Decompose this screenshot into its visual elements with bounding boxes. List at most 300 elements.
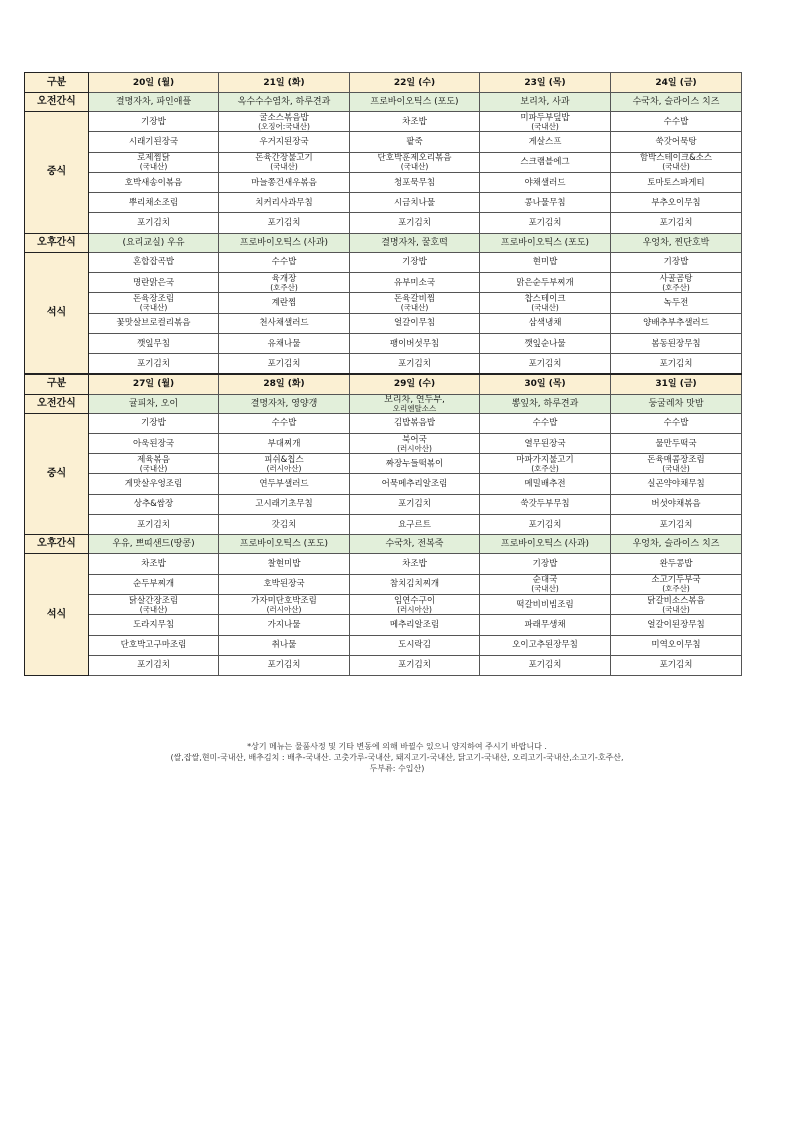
dinner-cell-origin: (러시아산) [266,604,302,614]
dinner-cell [89,313,219,333]
afternoon-snack-cell: (요리교실) 우유 [89,233,219,252]
lunch-cell-name: 함박스테이크&소스 [639,153,713,164]
dinner-label: 석식 [25,252,89,374]
dinner-cell-name: 단호박고구마조림 [120,640,187,651]
dinner-cell-name: 돈육갈비찜 [393,294,436,305]
morning-snack-cell [611,394,742,413]
dinner-cell-origin: (국내산) [662,604,690,614]
dinner-cell-name: 깻잎무침 [137,338,170,349]
lunch-cell-name: 아욱된장국 [132,438,175,449]
dinner-cell [350,594,480,614]
header-label: 구분 [25,73,89,93]
lunch-cell [611,515,742,535]
day-header: 31일 (금) [611,374,742,394]
dinner-cell-name: 떡갈비비빔조림 [516,599,574,610]
lunch-cell [480,213,611,233]
afternoon-snack-cell: 수국차, 전복죽 [350,535,480,554]
lunch-cell-name: 게살스프 [528,136,562,147]
dinner-cell-name: 호박된장국 [263,579,305,590]
header-label: 구분 [25,374,89,394]
dinner-cell [611,554,742,574]
lunch-cell [219,213,350,233]
lunch-cell-name: 포기김치 [137,218,170,229]
dinner-cell [350,293,480,313]
morning-snack-cell [350,394,480,413]
day-header: 29일 (수) [350,374,480,394]
afternoon-snack-cell: 프로바이오틱스 (사과) [219,233,350,252]
lunch-cell [89,433,219,453]
lunch-cell [219,433,350,453]
dinner-cell-name: 얼갈이무침 [393,318,436,329]
lunch-cell [219,152,350,172]
dinner-cell [611,655,742,675]
dinner-label: 석식 [25,554,89,676]
lunch-cell [89,132,219,152]
lunch-cell-name: 치커리사과무침 [255,197,313,208]
lunch-cell-name: 상추&쌈장 [133,499,174,510]
dinner-cell-name: 포기김치 [137,660,170,671]
dinner-cell [480,574,611,594]
dinner-cell [89,354,219,374]
dinner-cell [219,273,350,293]
lunch-cell [611,193,742,213]
lunch-cell [219,172,350,192]
dinner-cell [350,655,480,675]
dinner-cell-name: 오이고추된장무침 [512,640,578,651]
lunch-cell [350,132,480,152]
lunch-cell [350,213,480,233]
dinner-cell-name: 소고기두부국 [651,575,701,586]
lunch-cell [89,474,219,494]
morning-snack-cell-name: 귤피차, 오이 [128,398,179,409]
dinner-cell-name: 유채나물 [267,338,301,349]
dinner-cell-name: 양배추부추샐러드 [643,318,709,329]
dinner-cell [350,615,480,635]
dinner-cell-origin: (국내산) [400,303,429,313]
lunch-cell-name: 수수밥 [532,418,558,429]
dinner-cell-name: 포기김치 [398,660,431,671]
lunch-cell-name: 게맛살우엉조림 [124,479,183,490]
lunch-cell [350,112,480,132]
lunch-cell-name: 기장밥 [141,418,166,429]
lunch-cell-name: 마파가지불고기 [516,454,574,465]
dinner-cell [480,635,611,655]
dinner-cell [611,313,742,333]
lunch-cell-name: 메밀배추전 [524,479,566,490]
dinner-cell [611,615,742,635]
dinner-cell [350,354,480,374]
lunch-cell [350,515,480,535]
lunch-cell-name: 기장밥 [141,116,166,127]
lunch-cell [611,413,742,433]
afternoon-snack-label: 오후간식 [25,535,89,554]
dinner-cell-name: 현미밥 [532,257,558,268]
dinner-cell-origin: (국내산) [531,584,559,594]
lunch-cell [480,474,611,494]
lunch-cell [611,213,742,233]
morning-snack-label: 오전간식 [25,394,89,413]
lunch-cell [350,172,480,192]
lunch-cell-origin: (국내산) [139,463,168,473]
lunch-label: 중식 [25,112,89,234]
dinner-cell-name: 차조밥 [402,558,427,569]
lunch-cell-name: 쑥갓두부무침 [520,499,570,510]
lunch-cell-origin: (국내산) [400,162,429,172]
lunch-cell [89,213,219,233]
lunch-cell-origin: (국내산) [270,162,298,172]
lunch-cell-name: 실곤약야채무침 [647,479,705,490]
lunch-cell-name: 미파두부덮밥 [520,112,570,123]
dinner-cell-name: 파래무생채 [524,619,566,630]
afternoon-snack-cell: 우엉차, 찐단호박 [611,233,742,252]
lunch-cell [611,152,742,172]
dinner-cell [89,554,219,574]
dinner-cell-name: 찰현미밥 [267,558,301,569]
lunch-cell-name: 굴소스볶음밥 [259,112,309,123]
lunch-cell-name: 마늘쫑건새우볶음 [251,177,317,188]
dinner-cell-name: 팽이버섯무침 [389,338,440,349]
lunch-cell [611,172,742,192]
day-header: 20일 (월) [89,73,219,93]
dinner-cell [480,273,611,293]
dinner-cell-name: 사골곰탕 [659,273,693,284]
dinner-cell-origin: (호주산) [270,282,298,292]
lunch-cell-name: 쑥갓어묵탕 [655,136,697,147]
lunch-cell-name: 호박새송이볶음 [124,177,183,188]
lunch-cell-name: 토마토스파게티 [647,177,705,188]
dinner-cell-name: 깻잎순나물 [524,338,566,349]
lunch-cell-name: 수수밥 [663,418,689,429]
morning-snack-cell-name: 보리차, 연두부, [384,394,445,405]
morning-snack-cell: 프로바이오틱스 (포도) [350,93,480,112]
day-header: 28일 (화) [219,374,350,394]
dinner-cell-name: 찹스테이크 [524,294,566,305]
day-header: 22일 (수) [350,73,480,93]
afternoon-snack-cell: 우유, 쁘띠샌드(땅콩) [89,535,219,554]
dinner-cell-origin: (호주산) [662,282,690,292]
dinner-cell [611,635,742,655]
dinner-cell [89,594,219,614]
dinner-cell [350,252,480,272]
dinner-cell [480,293,611,313]
dinner-cell-name: 돈육장조림 [132,294,175,305]
lunch-cell [89,152,219,172]
lunch-cell-name: 포기김치 [398,218,431,229]
lunch-cell [480,433,611,453]
dinner-cell [89,333,219,353]
dinner-cell-name: 명란맑은국 [132,277,175,288]
lunch-cell-name: 짜장누들떡볶이 [385,458,444,469]
dinner-cell-name: 포기김치 [528,660,562,671]
dinner-cell-name: 순두부찌개 [132,579,175,590]
lunch-cell-name: 부대찌개 [267,438,301,449]
lunch-cell-name: 스크램블에그 [520,157,570,168]
dinner-cell-name: 기장밥 [663,257,689,268]
lunch-cell [350,413,480,433]
lunch-label: 중식 [25,413,89,535]
lunch-cell [219,494,350,514]
lunch-cell [480,413,611,433]
dinner-cell-name: 닭살간장조림 [128,595,179,606]
lunch-cell-name: 포기김치 [137,519,170,530]
lunch-cell [219,515,350,535]
lunch-cell [219,112,350,132]
notice-text: *상기 메뉴는 물품사정 및 기타 변동에 의해 바뀔수 있으니 양지하여 주시기 바랍니다 . [247,742,547,751]
morning-snack-cell: 결명자차, 파인애플 [89,93,219,112]
lunch-cell-origin: (러시아산) [266,463,302,473]
afternoon-snack-cell: 결명자차, 꿀호떡 [350,233,480,252]
lunch-cell-name: 열무된장국 [524,438,566,449]
dinner-cell-name: 천사채샐러드 [259,318,309,329]
dinner-cell-name: 도시락김 [398,640,431,651]
lunch-cell-origin: (국내산) [662,463,690,473]
dinner-cell-name: 봄동된장무침 [651,338,701,349]
dinner-cell [480,252,611,272]
lunch-cell-name: 어묵메추리알조림 [381,479,448,490]
lunch-cell-origin: (국내산) [139,162,168,172]
lunch-cell-name: 뿌리채소조림 [128,197,179,208]
morning-snack-cell [219,394,350,413]
lunch-cell [350,193,480,213]
morning-snack-label: 오전간식 [25,93,89,112]
origin-text: (쌀,잡쌀,현미-국내산, 배추김치 : 배추-국내산. 고춧가루-국내산, 돼지고기-국내산, 닭고기-국내산, 오리고기-국내산,소고기-호주산, [170,753,624,762]
lunch-cell-name: 연두부샐러드 [259,479,309,490]
dinner-cell-name: 삼색냉채 [528,318,562,329]
lunch-cell-name: 수수밥 [663,116,689,127]
lunch-cell [89,193,219,213]
dinner-cell-name: 미역오이무침 [651,640,701,651]
day-header: 27일 (월) [89,374,219,394]
lunch-cell-name: 시래기된장국 [128,136,179,147]
lunch-cell-name: 버섯야채볶음 [651,499,701,510]
lunch-cell [480,152,611,172]
dinner-cell-origin: (러시아산) [397,604,432,614]
afternoon-snack-cell: 우엉차, 슬라이스 치즈 [611,535,742,554]
lunch-cell-name: 팥죽 [406,136,423,147]
lunch-cell-name: 돈육매콤장조림 [647,454,705,465]
morning-snack-cell [89,394,219,413]
lunch-cell [611,474,742,494]
day-header: 30일 (목) [480,374,611,394]
dinner-cell [350,574,480,594]
lunch-cell-name: 로제찜닭 [137,153,170,164]
lunch-cell-origin: (호주산) [531,463,559,473]
lunch-cell-name: 돈육간장불고기 [255,153,313,164]
lunch-cell [611,433,742,453]
dinner-cell-name: 도라지무침 [132,619,175,630]
day-header: 24일 (금) [611,73,742,93]
lunch-cell [480,193,611,213]
lunch-cell-name: 야채샐러드 [524,177,566,188]
dinner-cell [480,655,611,675]
dinner-cell [89,252,219,272]
lunch-cell [480,132,611,152]
dinner-cell-name: 포기김치 [267,358,301,369]
lunch-cell-name: 고시래기초무침 [255,499,313,510]
lunch-cell-name: 청포묵무침 [393,177,436,188]
lunch-cell [480,112,611,132]
afternoon-snack-cell: 프로바이오틱스 (사과) [480,535,611,554]
dinner-cell-origin: (국내산) [531,303,559,313]
dinner-cell [350,635,480,655]
lunch-cell-name: 요구르트 [398,519,431,530]
lunch-cell-name: 포기김치 [398,499,431,510]
dinner-cell-name: 수수밥 [271,257,297,268]
dinner-cell-name: 포기김치 [659,358,693,369]
dinner-cell-name: 포기김치 [267,660,301,671]
dinner-cell-origin: (국내산) [139,604,168,614]
morning-snack-cell-name: 뽕잎차, 하루견과 [511,398,579,409]
day-header: 21일 (화) [219,73,350,93]
lunch-cell [89,515,219,535]
dinner-cell-origin: (국내산) [139,303,168,313]
meal-plan-table [24,72,742,676]
dinner-cell [611,574,742,594]
origin-text-2: 두부류: 수입산) [369,764,425,773]
dinner-cell-name: 꽃맛살브로컬리볶음 [116,318,191,329]
dinner-cell-name: 메추리알조림 [389,619,440,630]
lunch-cell-name: 북어국 [402,434,427,445]
dinner-cell [219,594,350,614]
dinner-cell-name: 포기김치 [398,358,431,369]
afternoon-snack-cell: 프로바이오틱스 (포도) [219,535,350,554]
lunch-cell-name: 포기김치 [528,218,562,229]
dinner-cell-name: 완두콩밥 [659,558,693,569]
lunch-cell-name: 차조밥 [402,116,427,127]
dinner-cell [219,293,350,313]
dinner-cell [89,273,219,293]
dinner-cell-name: 차조밥 [141,558,166,569]
dinner-cell [89,615,219,635]
lunch-cell-origin: (국내산) [662,162,690,172]
dinner-cell-name: 가자미단호박조림 [251,595,317,606]
day-header: 23일 (목) [480,73,611,93]
dinner-cell [480,313,611,333]
dinner-cell [480,615,611,635]
lunch-cell [480,172,611,192]
dinner-cell [611,333,742,353]
lunch-cell-origin: (오징어:국내산) [258,121,310,131]
dinner-cell-name: 유부미소국 [393,277,436,288]
lunch-cell [480,494,611,514]
dinner-cell [350,273,480,293]
lunch-cell-name: 수수밥 [271,418,297,429]
lunch-cell-name: 물만두떡국 [655,438,697,449]
dinner-cell-name: 포기김치 [137,358,170,369]
dinner-cell-name: 기장밥 [532,558,558,569]
morning-snack-cell-name: 결명자차, 영양갱 [250,398,318,409]
dinner-cell-name: 취나물 [271,640,297,651]
afternoon-snack-cell: 프로바이오틱스 (포도) [480,233,611,252]
lunch-cell-name: 피쉬&칩스 [264,454,304,465]
lunch-cell-name: 갓김치 [271,519,297,530]
dinner-cell-name: 순대국 [532,575,558,586]
dinner-cell-name: 임연수구이 [393,595,436,606]
dinner-cell [219,252,350,272]
dinner-cell [480,554,611,574]
dinner-cell-name: 기장밥 [402,257,427,268]
lunch-cell-name: 콩나물무침 [524,197,566,208]
lunch-cell [89,112,219,132]
lunch-cell [89,494,219,514]
lunch-cell [611,132,742,152]
lunch-cell [350,152,480,172]
dinner-cell [89,293,219,313]
lunch-cell-name: 부추오이무침 [651,197,701,208]
dinner-cell [350,333,480,353]
lunch-cell-name: 포기김치 [528,519,562,530]
dinner-cell-name: 포기김치 [528,358,562,369]
lunch-cell-name: 우거지된장국 [259,136,309,147]
lunch-cell [219,132,350,152]
lunch-cell [89,413,219,433]
morning-snack-cell-origin: 오리엔탈소스 [392,403,437,413]
lunch-cell-name: 포기김치 [659,519,693,530]
dinner-cell [89,574,219,594]
dinner-cell [611,293,742,313]
lunch-cell-name: 시금치나물 [393,197,436,208]
lunch-cell-origin: (국내산) [531,121,559,131]
lunch-cell [480,515,611,535]
lunch-cell [219,474,350,494]
lunch-cell [219,454,350,474]
lunch-cell [89,172,219,192]
dinner-cell [89,635,219,655]
dinner-cell-name: 녹두전 [663,298,689,309]
dinner-cell-name: 가지나물 [267,619,301,630]
dinner-cell [611,273,742,293]
lunch-cell-name: 단호박훈제오리볶음 [377,153,452,164]
dinner-cell [611,354,742,374]
dinner-cell [611,252,742,272]
dinner-cell [611,594,742,614]
dinner-cell-name: 닭갈비소스볶음 [647,595,705,606]
dinner-cell [219,574,350,594]
dinner-cell [219,333,350,353]
afternoon-snack-label: 오후간식 [25,233,89,252]
dinner-cell [89,655,219,675]
dinner-cell-name: 얼갈이된장무침 [647,619,705,630]
dinner-cell [350,554,480,574]
lunch-cell [611,494,742,514]
dinner-cell [219,615,350,635]
lunch-cell [350,474,480,494]
morning-snack-cell: 보리차, 사과 [480,93,611,112]
dinner-cell [219,655,350,675]
dinner-cell [219,354,350,374]
dinner-cell [480,354,611,374]
lunch-cell-name: 제육볶음 [137,454,170,465]
dinner-cell-name: 혼합잡곡밥 [132,257,175,268]
dinner-cell [219,313,350,333]
lunch-cell-name: 포기김치 [267,218,301,229]
dinner-cell [480,594,611,614]
morning-snack-cell: 옥수수수염차, 하루견과 [219,93,350,112]
lunch-cell-origin: (러시아산) [397,443,432,453]
lunch-cell-name: 포기김치 [659,218,693,229]
lunch-cell [611,454,742,474]
dinner-cell-origin: (호주산) [662,584,690,594]
morning-snack-cell: 수국차, 슬라이스 치즈 [611,93,742,112]
dinner-cell [350,313,480,333]
dinner-cell-name: 계란찜 [271,298,297,309]
lunch-cell [611,112,742,132]
dinner-cell [480,333,611,353]
lunch-cell [350,454,480,474]
lunch-cell [480,454,611,474]
lunch-cell-name: 김밥볶음밥 [393,418,436,429]
morning-snack-cell [480,394,611,413]
